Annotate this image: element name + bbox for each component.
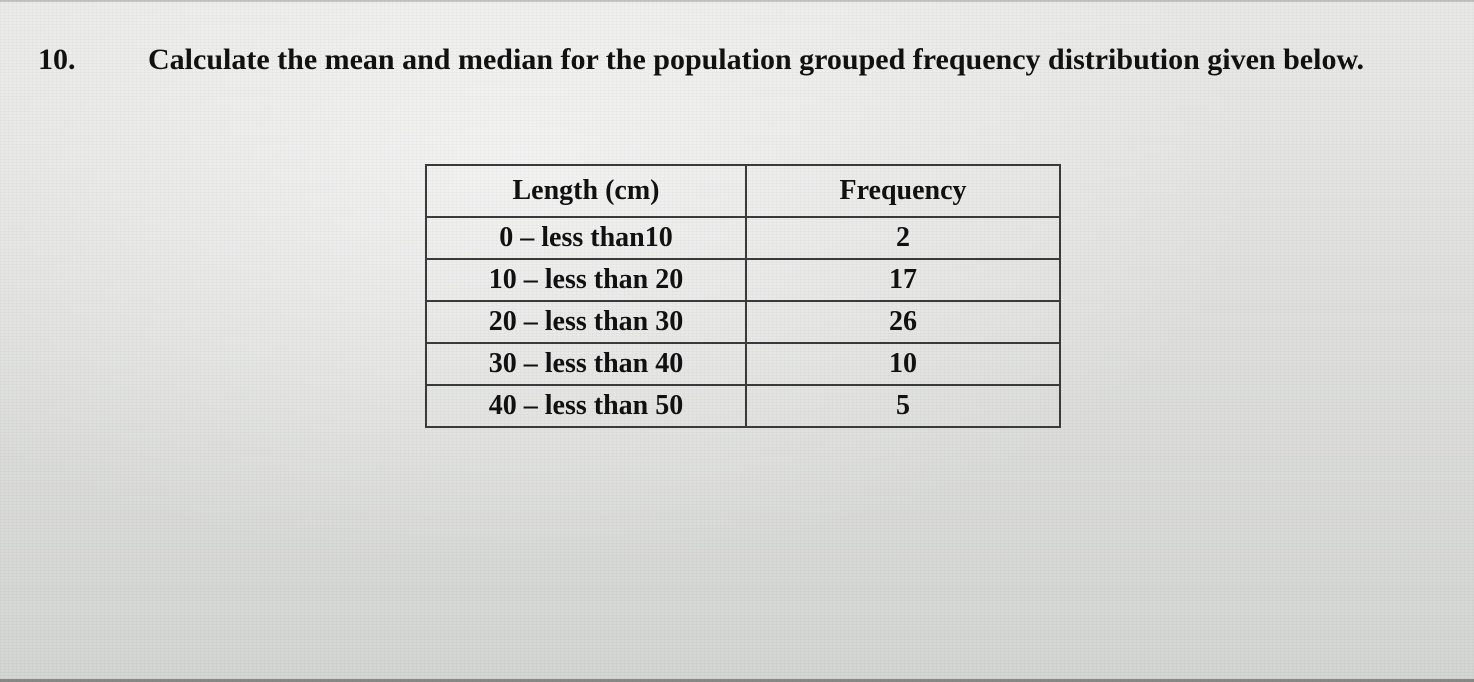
length-cell: 40 – less than 50 bbox=[426, 385, 746, 427]
frequency-cell: 5 bbox=[746, 385, 1060, 427]
frequency-cell: 10 bbox=[746, 343, 1060, 385]
question-text: Calculate the mean and median for the population grouped frequency distribution given below. bbox=[148, 43, 1364, 76]
table-row bbox=[426, 259, 1060, 301]
header-length: Length (cm) bbox=[426, 165, 746, 217]
table-row bbox=[426, 301, 1060, 343]
length-cell: 20 – less than 30 bbox=[426, 301, 746, 343]
frequency-cell: 17 bbox=[746, 259, 1060, 301]
frequency-cell: 2 bbox=[746, 217, 1060, 259]
table-header-row bbox=[426, 165, 1060, 217]
length-cell: 10 – less than 20 bbox=[426, 259, 746, 301]
question-number: 10. bbox=[38, 43, 76, 76]
length-cell: 30 – less than 40 bbox=[426, 343, 746, 385]
frequency-cell: 26 bbox=[746, 301, 1060, 343]
frequency-table bbox=[425, 164, 1061, 428]
top-divider bbox=[0, 0, 1474, 2]
header-frequency: Frequency bbox=[746, 165, 1060, 217]
length-cell: 0 – less than10 bbox=[426, 217, 746, 259]
table-row bbox=[426, 217, 1060, 259]
table-row bbox=[426, 343, 1060, 385]
table-row bbox=[426, 385, 1060, 427]
